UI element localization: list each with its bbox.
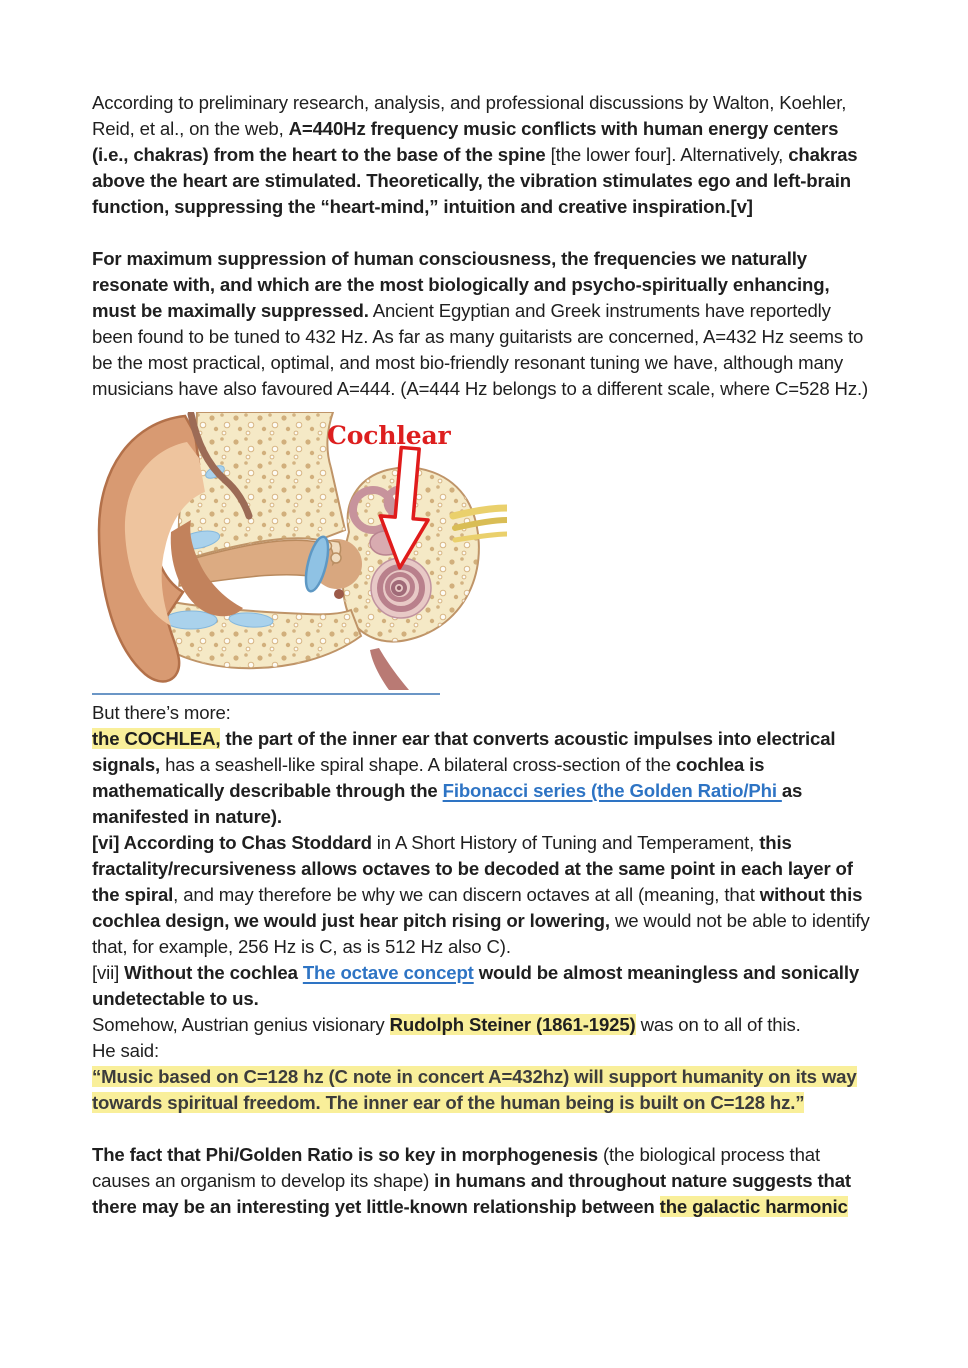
text-run: , and may therefore be why we can discern octaves at all (meaning, that: [173, 884, 760, 905]
paragraph: [92, 246, 876, 402]
text-run: Without the cochlea: [124, 962, 303, 983]
text-run: in humans and throughout nature suggests that there may be an interesting yet little-known relationship between: [92, 1170, 851, 1217]
text-run: But there’s more:: [92, 702, 231, 723]
text-run: was on to all of this.: [635, 1014, 801, 1035]
hyperlink[interactable]: Fibonacci series (the Golden Ratio/Phi: [442, 780, 782, 801]
text-run: According to preliminary research, analysis, and professional discussions by Walton, Koehler, Reid, et al., on the web,: [92, 92, 847, 139]
paragraph: [92, 1038, 876, 1064]
text-run: the part of the inner ear that converts acoustic impulses into electrical signals,: [92, 728, 836, 775]
text-run: Somehow, Austrian genius visionary: [92, 1014, 390, 1035]
text-run: A=440Hz frequency music conflicts with human energy centers (i.e., chakras) from the heart to the base of the spine: [92, 118, 839, 165]
text-run: as manifested in nature).: [92, 780, 803, 827]
hyperlink[interactable]: The octave concept: [302, 962, 474, 983]
muscle-strip: [370, 648, 409, 690]
horizontal-rule: [92, 693, 440, 695]
ear-anatomy-figure: [87, 412, 507, 690]
paragraph: [92, 960, 876, 1012]
text-run: “Music based on C=128 hz (C note in concert A=432hz) will support humanity on its way towards spiritual freedom. The inner ear of the human being is built on C=128 hz.”: [92, 1066, 857, 1113]
text-run: this fractality/recursiveness allows octaves to be decoded at the same point in each layer of the spiral: [92, 832, 853, 905]
text-run: He said:: [92, 1040, 160, 1061]
paragraph: [92, 726, 876, 830]
text-run: the COCHLEA,: [92, 728, 221, 749]
text-run: cochlea is mathematically describable through the: [92, 754, 765, 801]
text-block-top: [92, 90, 876, 402]
text-run: chakras above the heart are stimulated. Theoretically, the vibration stimulates ego and left-brain function, suppressing the “heart-mind,” intuition and creative inspiration.[v]: [92, 144, 858, 217]
text-run: would be almost meaningless and sonically undetectable to us.: [92, 962, 860, 1009]
text-run: has a seashell-like spiral shape. A bilateral cross-section of the: [160, 754, 676, 775]
text-block-bottom: [92, 700, 876, 1220]
blank-line: [92, 1116, 876, 1142]
text-run: we would not be able to identify that, for example, 256 Hz is C, as is 512 Hz also C).: [92, 910, 870, 957]
paragraph: [92, 1064, 876, 1116]
paragraph: [92, 700, 876, 726]
paragraph: [92, 830, 876, 960]
text-run: [vi] According to Chas Stoddard: [92, 832, 372, 853]
text-run: Ancient Egyptian and Greek instruments have reportedly been found to be tuned to 432 Hz. As far as many guitarists are concerned, A=432 Hz seems to be the most practical, optimal, and most bio-friendly resonant tuning we have, although many musicians have also favoured A=444. (A=444 Hz belongs to a different scale, where C=528 Hz.): [92, 300, 869, 399]
paragraph: [92, 90, 876, 220]
paragraph: [92, 1142, 876, 1220]
text-run: Rudolph Steiner (1861-1925): [389, 1014, 636, 1035]
blank-line: [92, 220, 876, 246]
paragraph: [92, 1012, 876, 1038]
text-run: without this cochlea design, we would just hear pitch rising or lowering,: [92, 884, 863, 931]
text-run: The fact that Phi/Golden Ratio is so key in morphogenesis: [92, 1144, 598, 1165]
figure-label: Cochlear: [327, 421, 451, 450]
text-run: For maximum suppression of human consciousness, the frequencies we naturally resonate with, and which are the most biologically and psycho-spiritually enhancing, must be maximally suppressed.: [92, 248, 830, 321]
text-run: (the biological process that causes an organism to develop its shape): [92, 1144, 820, 1191]
text-run: in A Short History of Tuning and Temperament,: [371, 832, 760, 853]
ear-anatomy-illustration: [87, 412, 507, 690]
text-run: the galactic harmonic: [659, 1196, 848, 1217]
text-run: [vii]: [92, 962, 125, 983]
text-run: [the lower four]. Alternatively,: [545, 144, 789, 165]
